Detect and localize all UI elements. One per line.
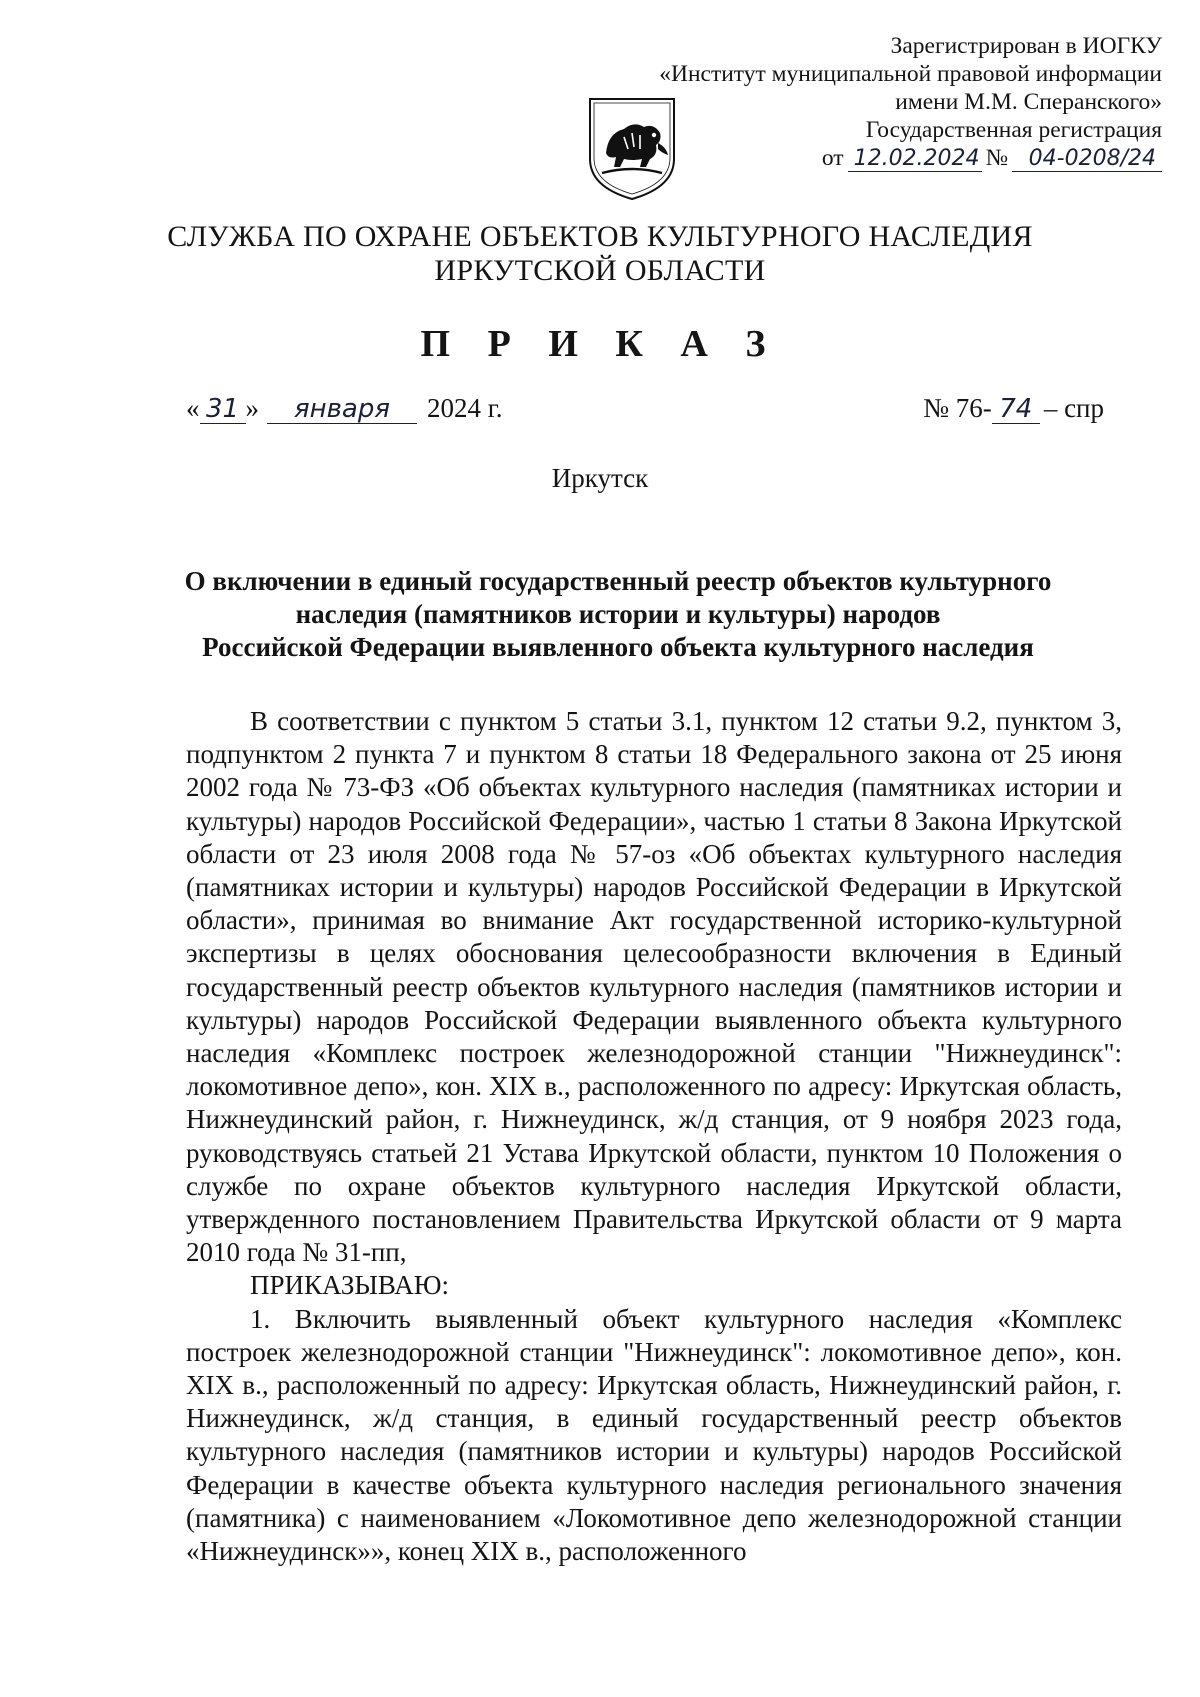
city-name: Иркутск [551, 463, 649, 493]
date-month: января [267, 395, 417, 424]
irkutsk-coat-of-arms-icon [584, 93, 680, 203]
registration-line-1: Зарегистрирован в ИОГКУ [890, 33, 1162, 59]
registration-number: 04-0208/24 [1012, 147, 1162, 172]
date-day: 31 [200, 395, 246, 424]
agency-name-line-1: СЛУЖБА ПО ОХРАНЕ ОБЪЕКТОВ КУЛЬТУРНОГО НАСЛЕДИЯ [167, 220, 1033, 253]
registration-line-3: имени М.М. Сперанского» [895, 89, 1162, 115]
document-date [186, 393, 503, 424]
number-handwritten: 74 [992, 395, 1040, 424]
subject-line-3: Российской Федерации выявленного объекта культурного наследия [202, 632, 1034, 662]
registration-from-label: от [821, 145, 844, 171]
date-open-quote: « [186, 393, 200, 423]
registration-number-label: № [985, 145, 1008, 171]
date-close-quote: » [245, 393, 259, 423]
subject-line-1: О включении в единый государственный реестр объектов культурного [184, 566, 1052, 596]
agency-name [0, 220, 1200, 288]
registration-line-2: «Институт муниципальной правовой информации [659, 61, 1162, 87]
subject-line-2: наследия (памятников истории и культуры) народов [295, 599, 941, 629]
number-suffix: – спр [1043, 393, 1104, 423]
document-body [186, 705, 1122, 1568]
document-subject [150, 565, 1086, 664]
registration-details [642, 144, 1162, 172]
order-word: ПРИКАЗЫВАЮ: [250, 1270, 449, 1301]
document-number [923, 393, 1104, 424]
preamble-paragraph: В соответствии с пунктом 5 статьи 3.1, пунктом 12 статьи 9.2, пунктом 3, подпунктом 2 пункта 7 и пунктом 8 статьи 18 Федерального закона от 25 июня 2002 года № 73-ФЗ «Об объектах культурного наследия (памятниках истории и культуры) народов Российской Федерации», частью 1 статьи 8 Закона Иркутской области от 23 июля 2008 года № 57-оз «Об объектах культурного наследия (памятниках истории и культуры) народов Российской Федерации в Иркутской области», принимая во внимание Акт государственной историко-культурной экспертизы в целях обоснования целесообразности включения в Единый государственный реестр объектов культурного наследия (памятников истории и культуры) народов Российской Федерации выявленного объекта культурного наследия «Комплекс построек железнодорожной станции "Нижнеудинск": локомотивное депо», кон. XIX в., расположенного по адресу: Иркутская область, Нижнеудинский район, г. Нижнеудинск, ж/д станция, от 9 ноября 2023 года, руководствуясь статьей 21 Устава Иркутской области, пунктом 10 Положения о службе по охране объектов культурного наследия Иркутской области, утвержденного постановлением Правительства Иркутской области от 9 марта 2010 года № 31-пп, [186, 706, 1122, 1268]
number-prefix: № 76- [923, 393, 992, 423]
registration-date: 12.02.2024 [848, 147, 982, 172]
registration-line-4: Государственная регистрация [865, 117, 1162, 143]
registration-stamp [642, 32, 1162, 172]
order-item-1: 1. Включить выявленный объект культурного наследия «Комплекс построек железнодорожной станции "Нижнеудинск": локомотивное депо», кон. XIX в., расположенный по адресу: Иркутская область, Нижнеудинский район, г. Нижнеудинск, ж/д станция, в единый государственный реестр объектов культурного наследия (памятников истории и культуры) народов Российской Федерации в качестве объекта культурного наследия регионального значения (памятника) с наименованием «Локомотивное депо железнодорожной станции «Нижнеудинск»», конец XIX в., расположенного [186, 1303, 1122, 1567]
document-type-title: П Р И К А З [420, 323, 780, 365]
agency-name-line-2: ИРКУТСКОЙ ОБЛАСТИ [434, 254, 766, 287]
date-year: 2024 г. [427, 393, 503, 423]
